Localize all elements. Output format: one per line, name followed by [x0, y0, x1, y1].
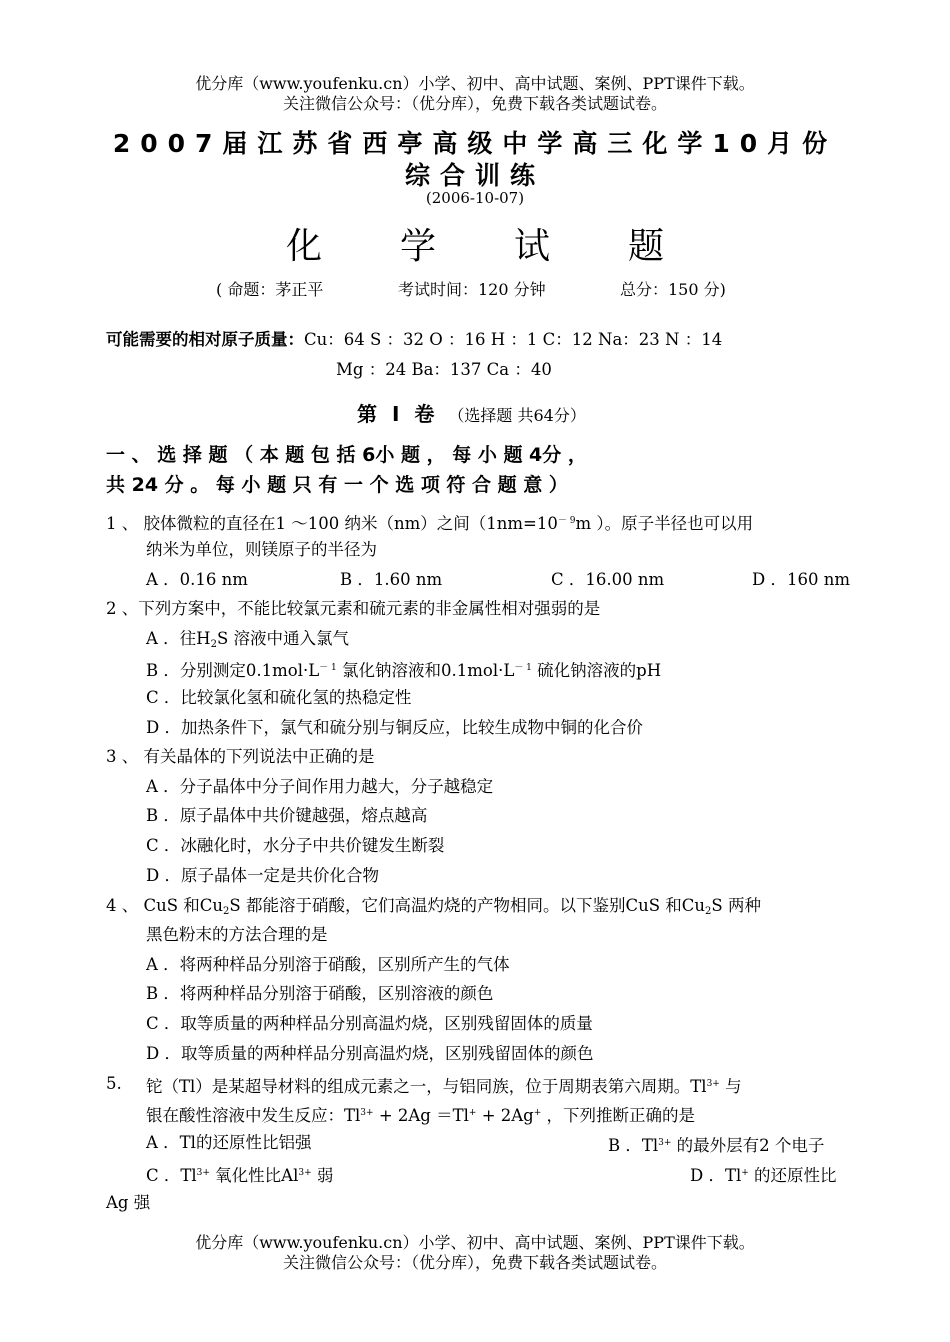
q1-stem-line-1: 1 、 胶体微粒的直径在1 ～100 纳米（nm）之间（$1nm=10^{- 9}m$ ）。原子半径也可以用: [106, 514, 754, 533]
footer-line-2: 关注微信公众号：（优分库），免费下载各类试题试卷。: [282, 1253, 667, 1272]
footer-line-1: 优分库（www.youfenku.cn）小学、初中、高中试题、案例、PPT课件下载。: [195, 1233, 755, 1252]
q3-stem: 3 、 有关晶体的下列说法中正确的是: [106, 747, 375, 766]
q4-option-b: B ．将两种样品分别溶于硝酸，区别溶液的颜色: [146, 984, 494, 1003]
header-line-1: 优分库（www.youfenku.cn）小学、初中、高中试题、案例、PPT课件下载。: [195, 74, 755, 93]
q4-option-c: C ．取等质量的两种样品分别高温灼烧，区别残留固体的质量: [146, 1014, 593, 1033]
q4-option-a: A ．将两种样品分别溶于硝酸，区别所产生的气体: [146, 955, 510, 974]
q5-stem-line-1: 铊（Tl）是某超导材料的组成元素之一，与铝同族，位于周期表第六周期。$Tl^{3+}$ 与: [146, 1077, 742, 1096]
q2-option-a: A ．往$H_2S$ 溶液中通入氯气: [146, 629, 349, 650]
q5-option-b: B ．$Tl^{3+}$ 的最外层有2 个电子: [608, 1136, 825, 1155]
title-line-1: 2007届江苏省西亭高级中学高三化学10月份: [112, 129, 838, 158]
meta-author: ( 命题：茅正平: [216, 280, 324, 299]
header-line-2: 关注微信公众号：（优分库），免费下载各类试题试卷。: [282, 94, 667, 113]
q5-option-d-continued: Ag 强: [106, 1193, 151, 1212]
title-date: (2006-10-07): [425, 189, 525, 207]
atomic-masses-values-1: Cu：64 S ：32 O ：16 H ：1 C：12 Na：23 N ：14: [304, 330, 723, 349]
q1-option-d: D ．160 nm: [752, 570, 850, 589]
q4-option-d: D ．取等质量的两种样品分别高温灼烧，区别残留固体的颜色: [146, 1044, 594, 1063]
meta-score: 总分：150 分): [620, 280, 726, 299]
q3-option-b: B ．原子晶体中共价键越强，熔点越高: [146, 806, 428, 825]
part-note: （选择题 共64分）: [448, 406, 586, 425]
q3-option-d: D ．原子晶体一定是共价化合物: [146, 866, 379, 885]
section-heading-line-1: 一 、 选 择 题 （ 本 题 包 括 6小 题 ， 每 小 题 4分 ，: [106, 444, 587, 466]
atomic-masses-line-1: [106, 329, 722, 351]
section-heading-line-2: 共 24 分 。 每 小 题 只 有 一 个 选 项 符 合 题 意 ）: [106, 474, 568, 496]
atomic-masses-label: 可能需要的相对原子质量：: [106, 330, 304, 349]
paper-big-title: 化学试题: [285, 226, 742, 267]
q3-option-a: A ．分子晶体中分子间作用力越大，分子越稳定: [146, 777, 494, 796]
q3-option-c: C ．冰融化时，水分子中共价键发生断裂: [146, 836, 445, 855]
q1-option-c: C ．16.00 nm: [551, 570, 665, 589]
q5-number: 5.: [106, 1074, 122, 1093]
q1-option-b: B ．1.60 nm: [340, 570, 443, 589]
atomic-masses-line-2: Mg ：24 Ba：137 Ca ：40: [336, 360, 552, 379]
q5-option-c: C ．$Tl^{3+}$ 氧化性比$Al^{3+}$ 弱: [146, 1166, 334, 1185]
q2-option-b: B ．分别测定$0.1mol\cdot L^{- 1}$ 氯化钠溶液和$0.1mol\cdot L^{- 1}$ 硫化钠溶液的pH: [146, 661, 662, 680]
q2-option-d: D ．加热条件下，氯气和硫分别与铜反应，比较生成物中铜的化合价: [146, 718, 643, 737]
q5-option-d: D ．Tl+ 的还原性比: [690, 1166, 837, 1185]
title-line-2: 综合训练: [404, 161, 545, 190]
q2-option-c: C ．比较氯化氢和硫化氢的热稳定性: [146, 688, 412, 707]
q5-stem-line-2: 银在酸性溶液中发生反应：$Tl^{3+} + 2Ag =Tl^+ + 2Ag^+$ ，下列推断正确的是: [146, 1106, 696, 1125]
meta-time: 考试时间：120 分钟: [398, 280, 546, 299]
part-name: 第 Ⅰ 卷: [357, 402, 439, 426]
q1-stem-line-2: 纳米为单位，则镁原子的半径为: [146, 540, 377, 559]
q5-option-a: A ．Tl的还原性比铝强: [146, 1133, 312, 1152]
q2-stem: 2 、下列方案中，不能比较氯元素和硫元素的非金属性相对强弱的是: [106, 599, 601, 618]
part-heading: [357, 398, 586, 427]
q4-stem-line-1: 4 、 CuS 和$Cu_2S$ 都能溶于硝酸，它们高温灼烧的产物相同。以下鉴别CuS 和$Cu_2S$ 两种: [106, 896, 761, 917]
q1-option-a: A ．0.16 nm: [146, 570, 248, 589]
q4-stem-line-2: 黑色粉末的方法合理的是: [146, 925, 328, 944]
